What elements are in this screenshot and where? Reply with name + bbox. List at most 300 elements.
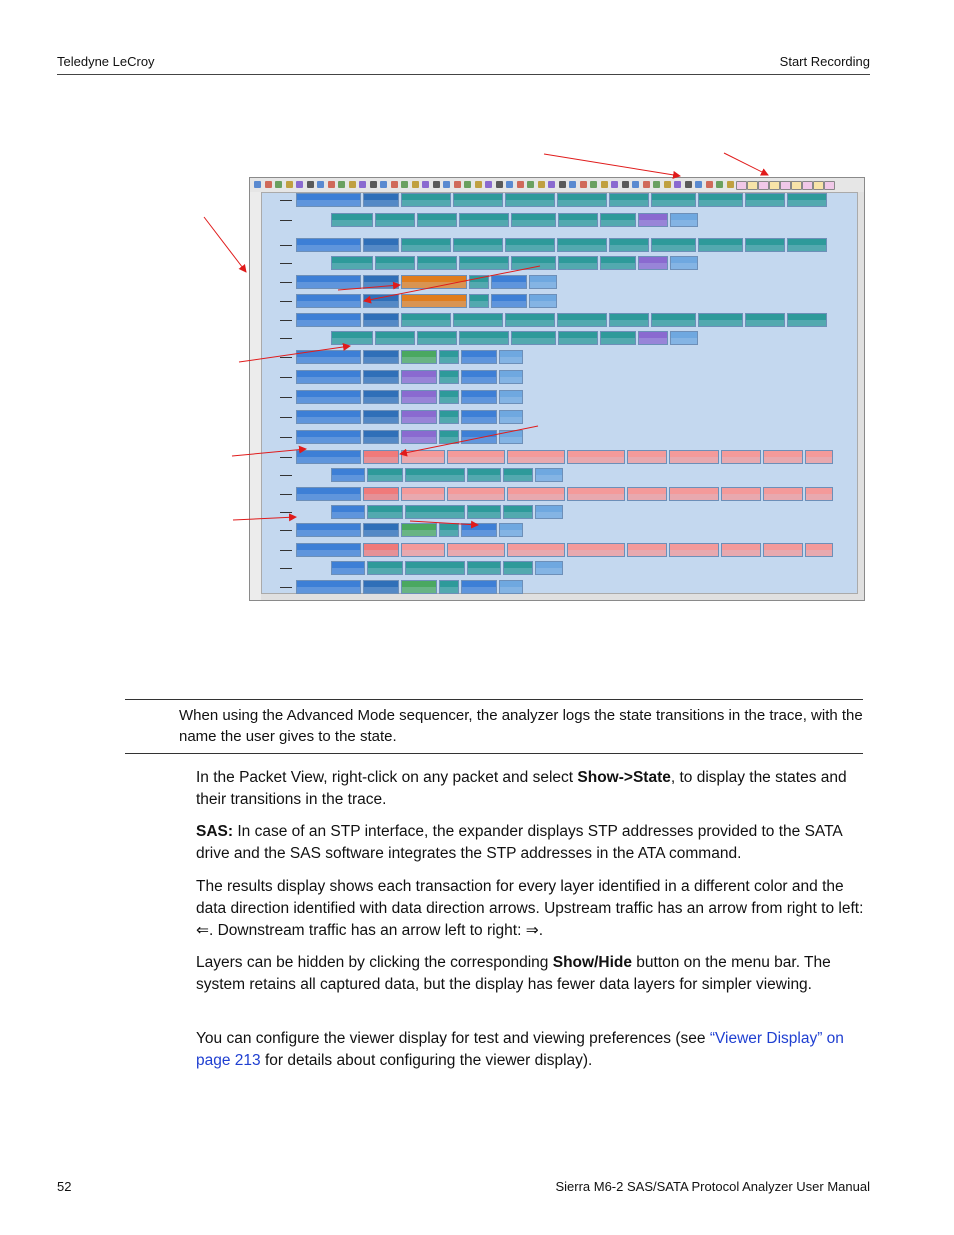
packet-field [331, 213, 373, 227]
packet-field [557, 238, 607, 252]
packet-field-value [376, 338, 414, 344]
toolbar-button-icon [611, 181, 618, 188]
packet-field [459, 331, 509, 345]
packet-field [401, 410, 437, 424]
packet-field [721, 543, 761, 557]
packet-field-value [462, 530, 496, 536]
packet-field-value [332, 338, 372, 344]
packet-field [439, 370, 459, 384]
packet-field-value [454, 320, 502, 326]
packet-field-value [454, 245, 502, 251]
packet-field [401, 487, 445, 501]
packet-field-value [470, 282, 488, 288]
packet-field [558, 331, 598, 345]
show-state-menu-label: Show->State [577, 769, 671, 786]
p2-text: In case of an STP interface, the expander displays STP addresses provided to the SATA drive and the SAS software integrates the STP addresses in the ATA command. [196, 823, 842, 862]
sas-label: SAS: [196, 823, 234, 840]
packet-field [491, 294, 527, 308]
packet-field-value [462, 377, 496, 383]
header-rule [57, 74, 870, 75]
packet-field [763, 487, 803, 501]
packet-field [363, 523, 399, 537]
packet-field [367, 561, 403, 575]
packet-field-value [764, 550, 802, 556]
packet-field [609, 193, 649, 207]
header-company: Teledyne LeCroy [57, 54, 155, 69]
packet-field-value [746, 200, 784, 206]
packet-field [469, 294, 489, 308]
packet-field-value [460, 338, 508, 344]
packet-field-value [601, 338, 635, 344]
packet-field [367, 505, 403, 519]
packet-field-value [402, 357, 436, 363]
packet-field [491, 275, 527, 289]
paragraph-results-display: The results display shows each transaction for every layer identified in a different color and the data direction identified with data direction arrows. Upstream traffic has an arrow from right to left: ⇐. Downstream traffic has an arrow left to right: ⇒. [196, 878, 864, 939]
paragraph-show-state [196, 767, 870, 811]
packet-field [417, 331, 457, 345]
layer-toggle-icon [780, 181, 791, 190]
packet-field-value [462, 417, 496, 423]
packet-field [669, 450, 719, 464]
packet-field [401, 294, 467, 308]
packet-field-value [530, 282, 556, 288]
packet-field [296, 370, 361, 384]
packet-field-value [492, 282, 526, 288]
packet-field [805, 487, 833, 501]
layer-toggle-icon [802, 181, 813, 190]
packet-field [787, 238, 827, 252]
packet-field [439, 410, 459, 424]
packet-field-value [468, 475, 500, 481]
direction-arrow-icon [280, 550, 292, 551]
packet-field [363, 275, 399, 289]
packet-field-value [536, 475, 562, 481]
packet-field-value [297, 494, 360, 500]
packet-field [363, 430, 399, 444]
direction-arrow-icon [280, 530, 292, 531]
packet-field-value [297, 550, 360, 556]
packet-field [331, 505, 365, 519]
toolbar-button-icon [548, 181, 555, 188]
p5-text: You can configure the viewer display for test and viewing preferences (see [196, 1030, 710, 1047]
direction-arrow-icon [280, 397, 292, 398]
packet-field-value [670, 494, 718, 500]
packet-field-value [402, 494, 444, 500]
packet-field [721, 450, 761, 464]
layer-toggle-icon [824, 181, 835, 190]
packet-field-value [332, 475, 364, 481]
packet-field [669, 543, 719, 557]
layer-toggle-icon [736, 181, 747, 190]
packet-field-value [364, 587, 398, 593]
packet-field [499, 430, 523, 444]
packet-field-value [670, 457, 718, 463]
packet-field [505, 313, 555, 327]
packet-field [535, 561, 563, 575]
toolbar-button-icon [475, 181, 482, 188]
layer-toggle-icon [813, 181, 824, 190]
packet-field [439, 390, 459, 404]
toolbar-button-icon [653, 181, 660, 188]
direction-arrow-icon [280, 357, 292, 358]
packet-field [638, 213, 668, 227]
packet-field [805, 450, 833, 464]
packet-field [401, 370, 437, 384]
packet-field [296, 275, 361, 289]
packet-field-value [512, 220, 555, 226]
toolbar-button-icon [517, 181, 524, 188]
packet-field [363, 350, 399, 364]
packet-field [363, 238, 399, 252]
direction-arrow-icon [280, 437, 292, 438]
trace-view-screenshot [249, 177, 865, 601]
packet-field [511, 213, 556, 227]
packet-field-value [460, 220, 508, 226]
packet-field [439, 430, 459, 444]
packet-field-value [297, 397, 360, 403]
toolbar-button-icon [265, 181, 272, 188]
toolbar-button-icon [317, 181, 324, 188]
trace-horizontal-scrollbar [261, 593, 858, 600]
direction-arrow-icon [280, 494, 292, 495]
toolbar-button-icon [664, 181, 671, 188]
packet-field [401, 543, 445, 557]
paragraph-viewer-display [196, 1028, 870, 1072]
packet-field [507, 543, 565, 557]
packet-field-value [418, 338, 456, 344]
packet-field-value [699, 200, 742, 206]
show-hide-button-label: Show/Hide [552, 954, 632, 971]
direction-arrow-icon [280, 587, 292, 588]
packet-field [401, 390, 437, 404]
packet-field [535, 505, 563, 519]
packet-field-value [440, 377, 458, 383]
packet-field [469, 275, 489, 289]
toolbar-button-icon [485, 181, 492, 188]
packet-field [557, 313, 607, 327]
packet-field [296, 390, 361, 404]
packet-field-value [568, 550, 624, 556]
packet-field-value [788, 200, 826, 206]
packet-field [600, 213, 636, 227]
packet-field [505, 238, 555, 252]
packet-field [461, 523, 497, 537]
direction-arrow-icon [280, 301, 292, 302]
packet-field [567, 487, 625, 501]
packet-field [805, 543, 833, 557]
packet-field-value [402, 457, 444, 463]
packet-field [557, 193, 607, 207]
packet-field-value [601, 220, 635, 226]
packet-field-value [506, 245, 554, 251]
toolbar-button-icon [328, 181, 335, 188]
packet-field-value [297, 377, 360, 383]
direction-arrow-icon [280, 512, 292, 513]
packet-field [507, 450, 565, 464]
packet-field-value [699, 245, 742, 251]
packet-field [499, 580, 523, 594]
packet-field [627, 450, 667, 464]
direction-arrow-icon [280, 245, 292, 246]
packet-field-value [297, 457, 360, 463]
packet-field [331, 331, 373, 345]
packet-field-value [610, 245, 648, 251]
packet-field-value [746, 245, 784, 251]
packet-field [405, 468, 465, 482]
packet-field-value [364, 397, 398, 403]
packet-field-value [402, 397, 436, 403]
packet-field-value [364, 377, 398, 383]
packet-field-value [652, 245, 695, 251]
packet-field [698, 313, 743, 327]
toolbar-button-icon [527, 181, 534, 188]
packet-field [401, 430, 437, 444]
toolbar-button-icon [590, 181, 597, 188]
packet-field-value [530, 301, 556, 307]
packet-field-value [448, 457, 504, 463]
toolbar-button-icon [674, 181, 681, 188]
packet-field-value [402, 245, 450, 251]
packet-field-value [297, 587, 360, 593]
direction-arrow-icon [280, 320, 292, 321]
packet-field [363, 313, 399, 327]
packet-field-value [406, 512, 464, 518]
packet-field-value [508, 457, 564, 463]
packet-field [627, 487, 667, 501]
viewer-display-link[interactable]: “Viewer Display” on page 213 [196, 1030, 844, 1069]
packet-field [505, 193, 555, 207]
packet-field-value [402, 530, 436, 536]
packet-field-value [639, 220, 667, 226]
toolbar-button-icon [706, 181, 713, 188]
packet-field [651, 238, 696, 252]
layer-toggle-icon [791, 181, 802, 190]
packet-field [627, 543, 667, 557]
direction-arrow-icon [280, 457, 292, 458]
packet-field-value [368, 475, 402, 481]
packet-field [670, 256, 698, 270]
packet-field-value [368, 568, 402, 574]
packet-field-value [568, 494, 624, 500]
packet-field-value [364, 301, 398, 307]
toolbar-button-icon [464, 181, 471, 188]
trace-toolbar [250, 178, 864, 193]
packet-field-value [764, 494, 802, 500]
toolbar-button-icon [580, 181, 587, 188]
packet-field [296, 313, 361, 327]
packet-field-value [332, 512, 364, 518]
packet-field-value [639, 263, 667, 269]
toolbar-button-icon [433, 181, 440, 188]
toolbar-button-icon [622, 181, 629, 188]
packet-field-value [628, 494, 666, 500]
toolbar-button-icon [307, 181, 314, 188]
packet-field [363, 543, 399, 557]
packet-field-value [652, 320, 695, 326]
packet-field [698, 193, 743, 207]
toolbar-button-icon [391, 181, 398, 188]
page-number: 52 [57, 1179, 72, 1194]
packet-field [511, 331, 556, 345]
packet-field-value [504, 475, 532, 481]
packet-field [296, 193, 361, 207]
packet-field-value [364, 494, 398, 500]
packet-field [375, 213, 415, 227]
packet-field-value [639, 338, 667, 344]
packet-field [296, 350, 361, 364]
toolbar-button-icon [380, 181, 387, 188]
packet-field [787, 313, 827, 327]
packet-field [405, 505, 465, 519]
packet-field [331, 256, 373, 270]
packet-field [447, 543, 505, 557]
packet-field [401, 238, 451, 252]
packet-field [363, 450, 399, 464]
toolbar-button-icon [695, 181, 702, 188]
packet-field-value [462, 587, 496, 593]
packet-field-value [568, 457, 624, 463]
packet-field [499, 390, 523, 404]
packet-field-value [364, 200, 398, 206]
packet-field [721, 487, 761, 501]
packet-field [461, 410, 497, 424]
footer-title: Sierra M6-2 SAS/SATA Protocol Analyzer User Manual [555, 1179, 870, 1194]
packet-field-value [806, 550, 832, 556]
packet-field-value [440, 357, 458, 363]
packet-field [363, 580, 399, 594]
p1-text: In the Packet View, right-click on any packet and select [196, 769, 578, 786]
packet-field-value [671, 338, 697, 344]
packet-field-value [558, 320, 606, 326]
packet-field-value [492, 301, 526, 307]
packet-field [567, 450, 625, 464]
packet-field [439, 350, 459, 364]
toolbar-button-icon [412, 181, 419, 188]
packet-field-value [364, 320, 398, 326]
packet-field [447, 487, 505, 501]
packet-field-value [512, 263, 555, 269]
packet-field-value [376, 220, 414, 226]
packet-field [401, 275, 467, 289]
packet-field [401, 350, 437, 364]
packet-field-value [536, 568, 562, 574]
packet-field [296, 238, 361, 252]
packet-field-value [788, 245, 826, 251]
packet-field [401, 193, 451, 207]
packet-field [363, 410, 399, 424]
packet-field [745, 193, 785, 207]
packet-field [511, 256, 556, 270]
packet-field [331, 468, 365, 482]
toolbar-button-icon [538, 181, 545, 188]
packet-field [609, 313, 649, 327]
packet-field-value [402, 417, 436, 423]
packet-field-value [454, 200, 502, 206]
packet-field [401, 313, 451, 327]
direction-arrow-icon [280, 220, 292, 221]
toolbar-button-icon [370, 181, 377, 188]
packet-field [529, 294, 557, 308]
packet-field-value [504, 568, 532, 574]
packet-field [529, 275, 557, 289]
packet-field [459, 213, 509, 227]
direction-arrow-icon [280, 377, 292, 378]
packet-field [401, 523, 437, 537]
packet-field [417, 256, 457, 270]
packet-field-value [297, 417, 360, 423]
packet-field [503, 505, 533, 519]
packet-field-value [788, 320, 826, 326]
packet-field [787, 193, 827, 207]
packet-field [461, 580, 497, 594]
packet-field-value [440, 587, 458, 593]
packet-field [600, 331, 636, 345]
packet-field-value [806, 494, 832, 500]
p4-text: Layers can be hidden by clicking the corresponding [196, 954, 553, 971]
packet-field [698, 238, 743, 252]
packet-field-value [722, 457, 760, 463]
packet-field-value [601, 263, 635, 269]
p4-text-end: button on the menu bar. The system retains all captured data, but the display has fewer data layers for simpler viewing. [196, 954, 831, 993]
packet-field-value [536, 512, 562, 518]
annotation-arrow [544, 154, 680, 176]
packet-field [459, 256, 509, 270]
direction-arrow-icon [280, 263, 292, 264]
packet-field-value [671, 220, 697, 226]
packet-field-value [722, 494, 760, 500]
packet-field [439, 523, 459, 537]
packet-field-value [470, 301, 488, 307]
packet-field-value [506, 200, 554, 206]
packet-field [461, 350, 497, 364]
packet-field-value [440, 437, 458, 443]
packet-field [558, 256, 598, 270]
packet-field-value [508, 494, 564, 500]
toolbar-button-icon [632, 181, 639, 188]
toolbar-button-icon [286, 181, 293, 188]
packet-field [296, 543, 361, 557]
packet-field [401, 450, 445, 464]
packet-field-value [462, 357, 496, 363]
packet-field-value [448, 550, 504, 556]
packet-field-value [500, 397, 522, 403]
packet-field-value [462, 437, 496, 443]
packet-field-value [418, 220, 456, 226]
packet-field-value [418, 263, 456, 269]
packet-field [745, 313, 785, 327]
packet-field-value [440, 397, 458, 403]
annotation-arrow [204, 217, 246, 272]
packet-field-value [460, 263, 508, 269]
packet-field-value [364, 245, 398, 251]
packet-field-value [722, 550, 760, 556]
packet-field-value [506, 320, 554, 326]
packet-field-value [297, 320, 360, 326]
trace-vertical-scrollbar [857, 192, 864, 600]
packet-field-value [670, 550, 718, 556]
toolbar-button-icon [349, 181, 356, 188]
packet-field [296, 450, 361, 464]
packet-field-value [402, 377, 436, 383]
packet-field [499, 350, 523, 364]
packet-field [453, 193, 503, 207]
layer-toggle-icon [769, 181, 780, 190]
packet-field-value [628, 550, 666, 556]
packet-field-value [558, 200, 606, 206]
packet-field-value [628, 457, 666, 463]
packet-field-value [368, 512, 402, 518]
packet-field-value [402, 301, 466, 307]
